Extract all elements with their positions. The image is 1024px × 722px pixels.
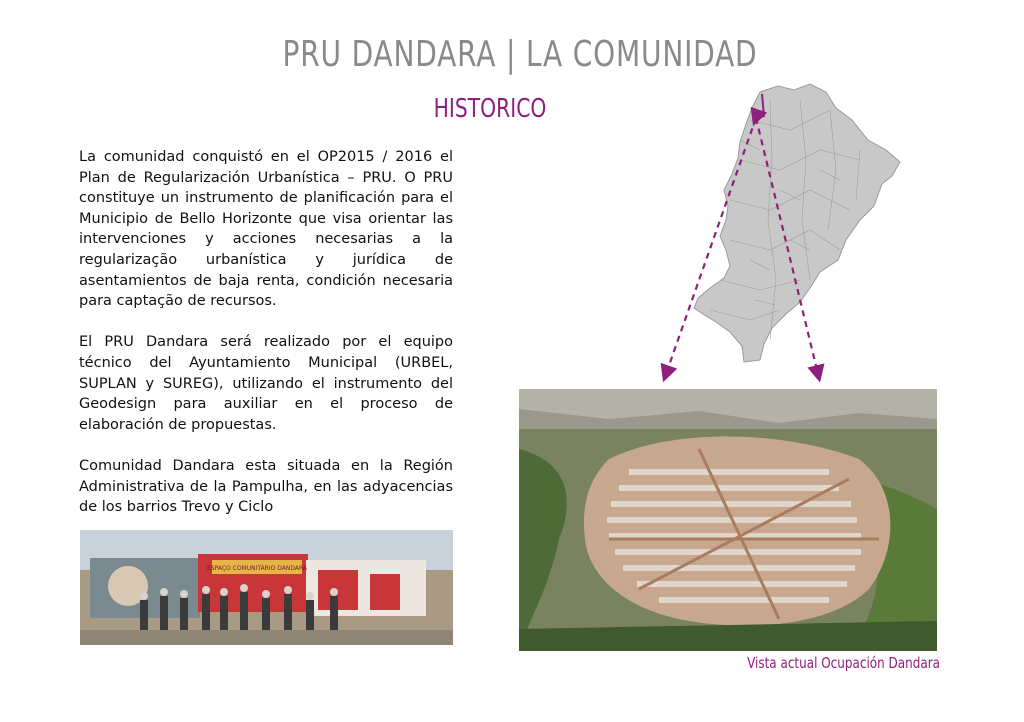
aerial-photo-caption: Vista actual Ocupación Dandara (747, 654, 940, 672)
body-text (79, 147, 453, 527)
city-map (660, 80, 920, 380)
community-photo-art (80, 530, 453, 645)
city-map-shape (694, 84, 900, 362)
section-subtitle: HISTORICO (433, 94, 547, 124)
community-photo (80, 530, 453, 645)
paragraph-3: Comunidad Dandara esta situada en la Región Administrativa de la Pampulha, en las adyacencias de los barrios Trevo y Ciclo (79, 457, 453, 516)
page-title: PRU DANDARA | LA COMUNIDAD (282, 34, 758, 75)
banner-text: ESPAÇO COMUNITÁRIO DANDARA (206, 565, 308, 572)
aerial-photo-art (519, 389, 937, 651)
paragraph-2: El PRU Dandara será realizado por el equipo técnico del Ayuntamiento Municipal (URBEL, SUPLAN y SUREG), utilizando el instrumento del Geodesign para auxiliar en el proceso de elaboración de propuestas. (79, 334, 453, 433)
paragraph-1: La comunidad conquistó en el OP2015 / 2016 el Plan de Regularización Urbanística – PRU. O PRU constituye un instrumento de planificación para el Municipio de Bello Horizonte que visa orientar las intervenciones y acciones necesarias a la regularização urbanística y jurídica de asentamientos de baja renta, condición necesaria para captação de recursos. (79, 149, 453, 310)
aerial-photo (519, 389, 937, 651)
